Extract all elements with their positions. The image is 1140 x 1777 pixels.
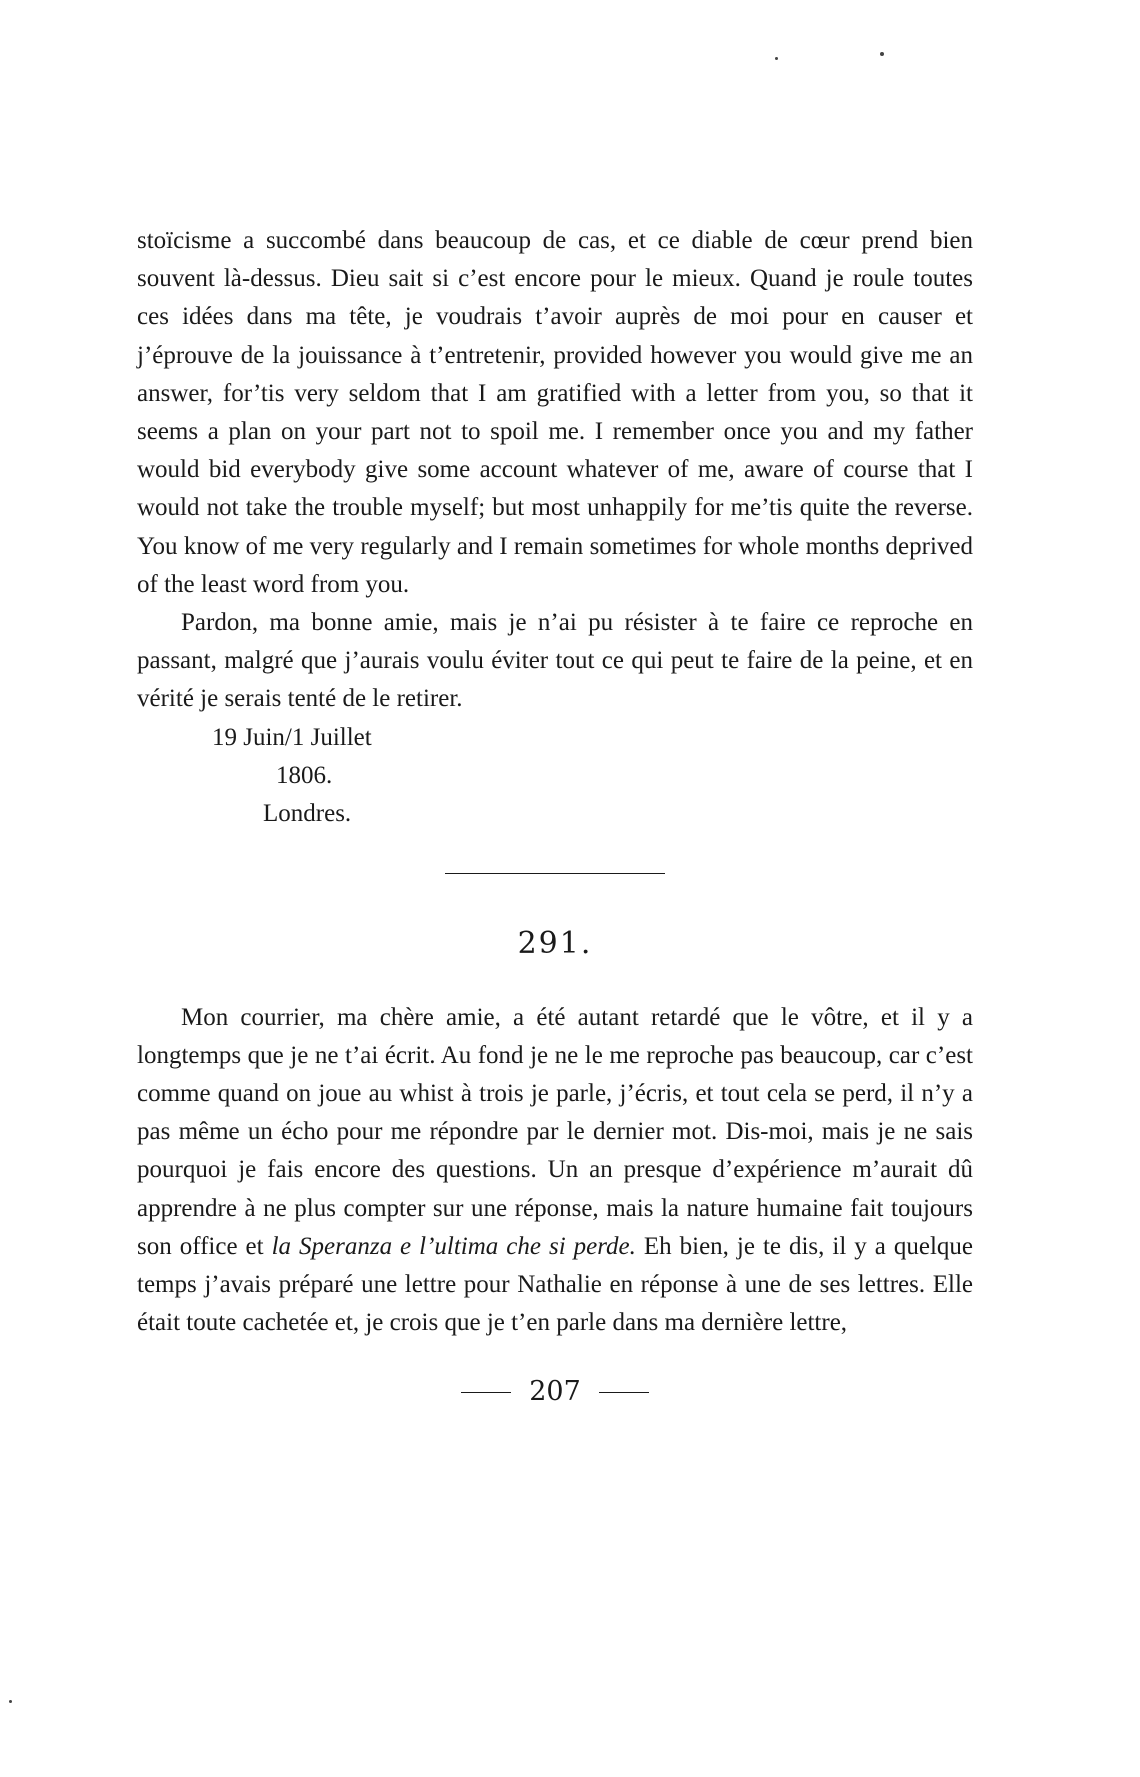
letter-body (137, 999, 973, 1343)
letter-number: 291. (517, 925, 593, 961)
dateline-place: Londres. (263, 799, 352, 827)
page-footer (137, 1376, 973, 1407)
italic-quote: la Speranza e l’ultima che si perde. (271, 1232, 636, 1260)
book-page (137, 222, 973, 1407)
scan-speck (880, 52, 884, 56)
dateline-year: 1806. (276, 761, 333, 789)
scan-speck (775, 57, 778, 60)
letter-body-text-start: Mon courrier, ma chère amie, a été autant retardé que le vôtre, et il y a longtemps que je ne t’ai écrit. Au fond je ne le me reproche pas beaucoup, car c’est comme quand on joue au whist à trois je parle, j’écris, et tout cela se perd, il n’y a pas même un écho pour me répondre par le dernier mot. Dis-moi, mais je ne sais pourquoi je fais encore des questions. Un an presque d’expérience m’aurait dû apprendre à ne plus compter sur une réponse, mais la nature humaine fait toujours son office et (137, 1003, 973, 1260)
folio-dash-right (599, 1392, 649, 1393)
folio-dash-left (461, 1392, 511, 1393)
dateline (137, 719, 973, 833)
paragraph-continued: stoïcisme a succombé dans beaucoup de cas, et ce diable de cœur prend bien souvent là-dessus. Dieu sait si c’est encore pour le mieux. Quand je roule toutes ces idées dans ma tête, je voudrais t’avoir auprès de moi pour en causer et j’éprouve de la jouissance à t’entretenir, provided however you would give me an answer, for’tis very seldom that I am gratified with a letter from you, so that it seems a plan on your part not to spoil me. I remember once you and my father would bid everybody give some account whatever of me, aware of course that I would not take the trouble myself; but most unhappily for me’tis quite the reverse. You know of me very regularly and I remain sometimes for whole months deprived of the least word from you. (137, 227, 973, 598)
scan-speck (9, 1700, 12, 1703)
page-number: 207 (529, 1376, 581, 1408)
paragraph-pardon: Pardon, ma bonne amie, mais je n’ai pu résister à te faire ce reproche en passant, malgré que j’aurais voulu éviter tout ce qui peut te faire de la peine, et en vérité je serais tenté de le retirer. (137, 609, 973, 713)
letter-body-text-end: Eh bien, je te dis, il y a quelque temps j’avais préparé une lettre pour Nathalie en réponse à une de ses lettres. Elle était toute cachetée et, je crois que je t’en parle dans ma dernière lettre, (137, 1232, 973, 1337)
section-divider (445, 873, 665, 874)
dateline-date: 19 Juin/1 Juillet (212, 723, 372, 751)
